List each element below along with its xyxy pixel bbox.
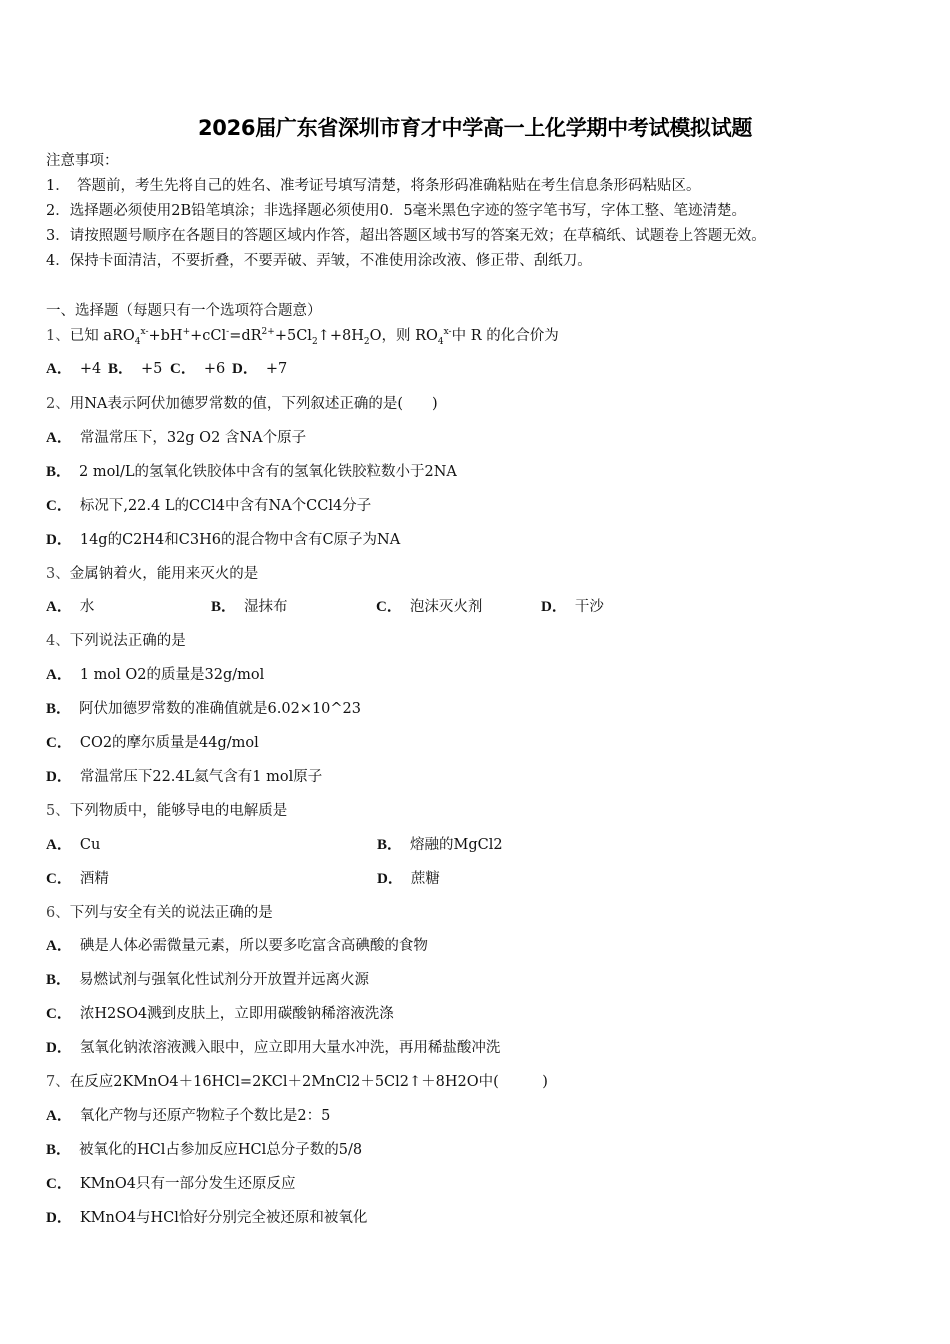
option-text: 干沙 bbox=[574, 599, 604, 615]
option-text: 酒精 bbox=[79, 871, 109, 887]
question-1-options bbox=[46, 359, 287, 379]
option-text: 水 bbox=[79, 599, 95, 615]
stem-text: 下列与安全有关的说法正确的是 bbox=[69, 905, 273, 921]
option-text: 1 mol O2的质量是32g/mol bbox=[79, 667, 265, 683]
option-label: D． bbox=[46, 1040, 72, 1056]
stem-sup: 2+ bbox=[261, 327, 275, 338]
option-label: A． bbox=[46, 599, 72, 615]
question-4-option-b[interactable] bbox=[46, 699, 361, 719]
option-text: 熔融的MgCl2 bbox=[410, 837, 503, 853]
question-number: 2、 bbox=[46, 396, 70, 412]
option-label: D． bbox=[232, 361, 258, 377]
option-text: 碘是人体必需微量元素，所以要多吃富含高碘酸的食物 bbox=[79, 938, 428, 954]
option-text: KMnO4与HCl恰好分别完全被还原和被氧化 bbox=[79, 1210, 368, 1226]
option-label: C． bbox=[46, 498, 72, 514]
question-6-option-b[interactable] bbox=[46, 970, 369, 990]
question-4-option-a[interactable] bbox=[46, 665, 264, 685]
question-4-option-c[interactable] bbox=[46, 733, 259, 753]
notice-item-4: 4．保持卡面清洁，不要折叠，不要弄破、弄皱，不准使用涂改液、修正带、刮纸刀。 bbox=[46, 253, 592, 269]
option-text: 2 mol/L的氢氧化铁胶体中含有的氢氧化铁胶粒数小于2NA bbox=[79, 464, 457, 480]
option-c[interactable] bbox=[376, 597, 541, 617]
option-text: +5 bbox=[141, 361, 163, 377]
question-7-stem bbox=[46, 1072, 548, 1092]
option-label: C． bbox=[170, 361, 196, 377]
stem-text: ↑+8H bbox=[317, 328, 364, 344]
stem-text: 已知 aRO bbox=[69, 328, 135, 344]
stem-sup: x- bbox=[443, 327, 452, 338]
stem-text: 下列物质中，能够导电的电解质是 bbox=[69, 803, 288, 819]
option-label: C． bbox=[46, 1176, 72, 1192]
section-heading: 一、选择题（每题只有一个选项符合题意） bbox=[46, 303, 322, 319]
question-6-stem bbox=[46, 903, 273, 923]
question-2-option-a[interactable] bbox=[46, 428, 306, 448]
stem-text: 用NA表示阿伏加德罗常数的值，下列叙述正确的是( ) bbox=[69, 396, 438, 412]
stem-sub: 2 bbox=[363, 336, 370, 347]
stem-text: +5Cl bbox=[274, 328, 312, 344]
option-text: 湿抹布 bbox=[244, 599, 288, 615]
question-5-option-a[interactable] bbox=[46, 835, 100, 855]
option-text: 阿伏加德罗常数的准确值就是6.02×10^23 bbox=[79, 701, 361, 717]
stem-text: 在反应2KMnO4＋16HCl=2KCl＋2MnCl2＋5Cl2↑＋8H2O中( ) bbox=[69, 1074, 548, 1090]
question-5-stem bbox=[46, 801, 287, 821]
option-label: A． bbox=[46, 837, 72, 853]
option-text: 泡沫灭火剂 bbox=[409, 599, 483, 615]
option-label: C． bbox=[46, 871, 72, 887]
question-6-option-d[interactable] bbox=[46, 1038, 500, 1058]
option-b[interactable] bbox=[211, 597, 376, 617]
option-c[interactable] bbox=[170, 359, 232, 379]
question-3-stem bbox=[46, 564, 258, 584]
option-label: C． bbox=[46, 1006, 72, 1022]
option-label: D． bbox=[46, 769, 72, 785]
question-5-option-b[interactable] bbox=[377, 835, 503, 855]
question-6-option-a[interactable] bbox=[46, 936, 428, 956]
option-label: D． bbox=[46, 1210, 72, 1226]
stem-text: +cCl bbox=[190, 328, 227, 344]
option-text: +7 bbox=[265, 361, 288, 377]
option-label: A． bbox=[46, 430, 72, 446]
stem-sup: - bbox=[226, 327, 230, 338]
option-d[interactable] bbox=[541, 597, 604, 617]
option-text: 蔗糖 bbox=[410, 871, 440, 887]
question-number: 6、 bbox=[46, 905, 70, 921]
option-label: A． bbox=[46, 1108, 72, 1124]
option-label: B． bbox=[46, 1142, 72, 1158]
option-text: 常温常压下22.4L氦气含有1 mol原子 bbox=[79, 769, 323, 785]
option-d[interactable] bbox=[232, 359, 287, 379]
option-label: C． bbox=[376, 599, 402, 615]
question-7-option-c[interactable] bbox=[46, 1174, 295, 1194]
stem-sub: 2 bbox=[311, 336, 318, 347]
option-text: 14g的C2H4和C3H6的混合物中含有C原子为NA bbox=[79, 532, 401, 548]
stem-text: 下列说法正确的是 bbox=[69, 633, 186, 649]
notice-item-2: 2．选择题必须使用2B铅笔填涂；非选择题必须使用0．5毫米黑色字迹的签字笔书写，字体工整、笔迹清楚。 bbox=[46, 203, 747, 219]
notice-item-1: 1． 答题前，考生先将自己的姓名、准考证号填写清楚，将条形码准确粘贴在考生信息条形码粘贴区。 bbox=[46, 178, 701, 194]
stem-sup: x- bbox=[140, 327, 149, 338]
option-label: D． bbox=[46, 532, 72, 548]
option-label: C． bbox=[46, 735, 72, 751]
option-b[interactable] bbox=[108, 359, 170, 379]
notice-heading: 注意事项： bbox=[46, 153, 119, 169]
option-text: 被氧化的HCl占参加反应HCl总分子数的5/8 bbox=[79, 1142, 363, 1158]
option-text: +6 bbox=[203, 361, 226, 377]
option-label: A． bbox=[46, 667, 72, 683]
option-label: B． bbox=[46, 701, 72, 717]
question-1-stem bbox=[46, 326, 559, 346]
question-5-option-d[interactable] bbox=[377, 869, 440, 889]
option-label: B． bbox=[108, 361, 134, 377]
option-label: D． bbox=[377, 871, 403, 887]
stem-text: +bH bbox=[148, 328, 183, 344]
stem-sub: 4 bbox=[437, 336, 444, 347]
stem-text: =dR bbox=[229, 328, 262, 344]
question-number: 1、 bbox=[46, 328, 70, 344]
option-label: A． bbox=[46, 361, 72, 377]
option-label: B． bbox=[377, 837, 403, 853]
option-label: A． bbox=[46, 938, 72, 954]
option-text: 常温常压下，32g O2 含NA个原子 bbox=[79, 430, 307, 446]
question-7-option-a[interactable] bbox=[46, 1106, 330, 1126]
question-number: 3、 bbox=[46, 566, 70, 582]
question-7-option-d[interactable] bbox=[46, 1208, 367, 1228]
question-2-stem bbox=[46, 394, 438, 414]
question-7-option-b[interactable] bbox=[46, 1140, 362, 1160]
question-2-option-b[interactable] bbox=[46, 462, 457, 482]
notice-item-3: 3．请按照题号顺序在各题目的答题区域内作答，超出答题区域书写的答案无效；在草稿纸、试题卷上答题无效。 bbox=[46, 228, 766, 244]
question-2-option-d[interactable] bbox=[46, 530, 400, 550]
option-text: KMnO4只有一部分发生还原反应 bbox=[79, 1176, 296, 1192]
option-label: B． bbox=[46, 464, 72, 480]
option-text: Cu bbox=[79, 837, 101, 853]
option-a[interactable] bbox=[46, 359, 108, 379]
option-text: CO2的摩尔质量是44g/mol bbox=[79, 735, 259, 751]
question-5-option-c[interactable] bbox=[46, 869, 109, 889]
option-text: 浓H2SO4溅到皮肤上，立即用碳酸钠稀溶液洗涤 bbox=[79, 1006, 394, 1022]
stem-text: 中 R 的化合价为 bbox=[451, 328, 559, 344]
stem-sub: 4 bbox=[134, 336, 141, 347]
option-label: B． bbox=[46, 972, 72, 988]
question-4-option-d[interactable] bbox=[46, 767, 322, 787]
stem-text: 金属钠着火，能用来灭火的是 bbox=[69, 566, 259, 582]
question-2-option-c[interactable] bbox=[46, 496, 371, 516]
exam-title: 2026届广东省深圳市育才中学高一上化学期中考试模拟试题 bbox=[197, 116, 753, 140]
question-number: 7、 bbox=[46, 1074, 70, 1090]
option-label: D． bbox=[541, 599, 567, 615]
option-a[interactable] bbox=[46, 597, 211, 617]
question-number: 4、 bbox=[46, 633, 70, 649]
option-text: 氧化产物与还原产物粒子个数比是2：5 bbox=[79, 1108, 331, 1124]
stem-text: O，则 RO bbox=[369, 328, 438, 344]
option-text: +4 bbox=[79, 361, 102, 377]
question-number: 5、 bbox=[46, 803, 70, 819]
question-6-option-c[interactable] bbox=[46, 1004, 394, 1024]
option-text: 易燃试剂与强氧化性试剂分开放置并远离火源 bbox=[79, 972, 370, 988]
option-text: 氢氧化钠浓溶液溅入眼中，应立即用大量水冲洗，再用稀盐酸冲洗 bbox=[79, 1040, 501, 1056]
question-3-options bbox=[46, 597, 604, 617]
stem-sup: + bbox=[182, 327, 191, 338]
option-label: B． bbox=[211, 599, 237, 615]
question-4-stem bbox=[46, 631, 186, 651]
option-text: 标况下,22.4 L的CCl4中含有NA个CCl4分子 bbox=[79, 498, 372, 514]
